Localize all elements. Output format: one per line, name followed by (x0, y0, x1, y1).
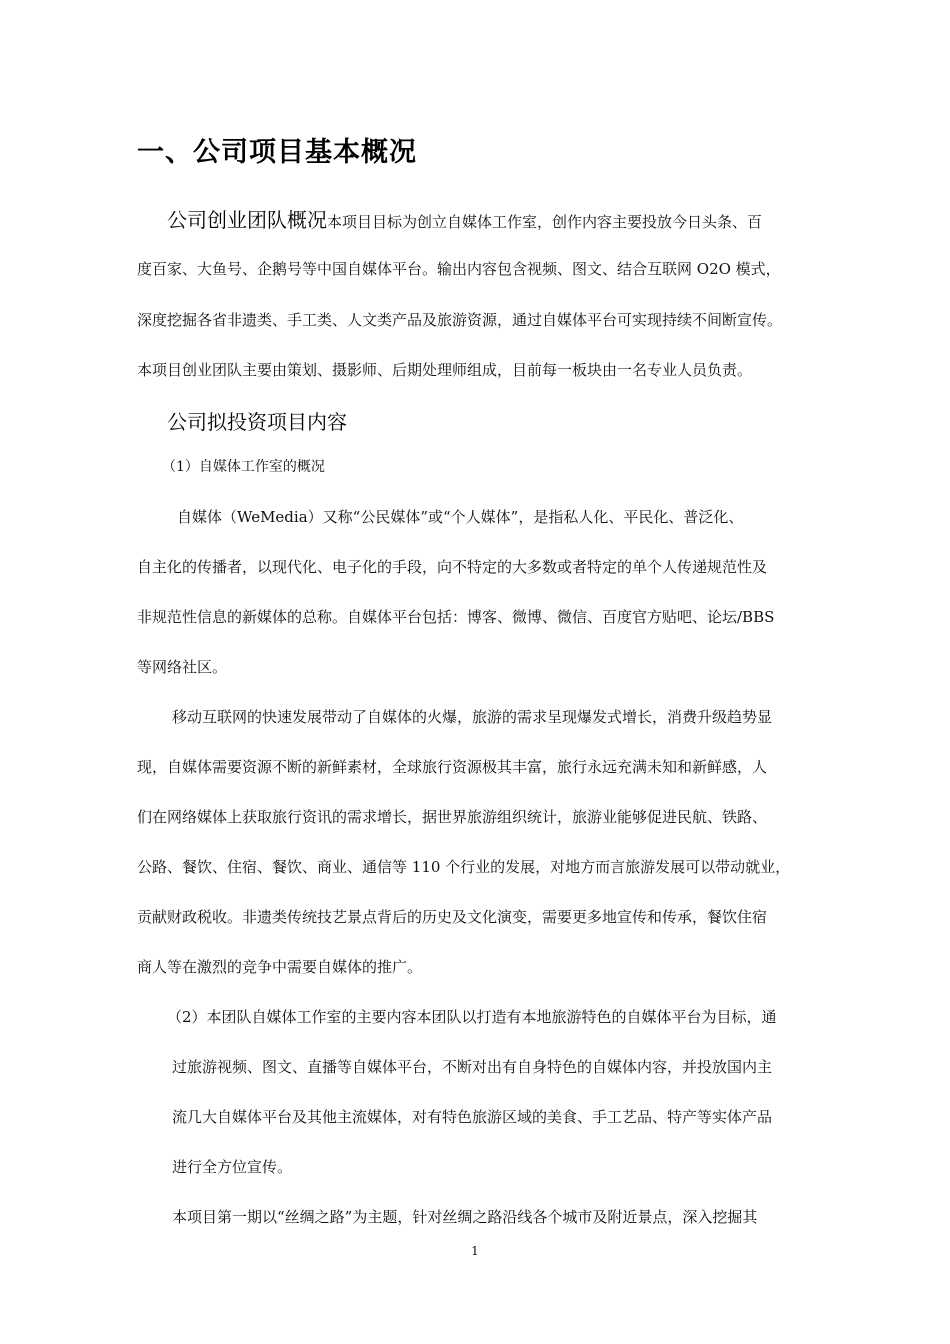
paragraph-line: 本项目第一期以“丝绸之路”为主题，针对丝绸之路沿线各个城市及附近景点，深入挖掘其 (172, 1208, 758, 1226)
section1-heading: 公司创业团队概况 (167, 208, 327, 232)
main-heading: 一、公司项目基本概况 (137, 137, 417, 168)
paragraph-line: 进行全方位宣传。 (172, 1158, 293, 1176)
paragraph-line: 商人等在激烈的竞争中需要自媒体的推广。 (137, 958, 423, 976)
paragraph-line: 现，自媒体需要资源不断的新鲜素材，全球旅行资源极其丰富，旅行永远充满未知和新鲜感，人 (137, 758, 768, 776)
section1-line: 本项目目标为创立自媒体工作室，创作内容主要投放今日头条、百 (327, 213, 763, 231)
paragraph-line: 非规范性信息的新媒体的总称。自媒体平台包括：博客、微博、微信、百度官方贴吧、论坛/BBS (137, 608, 775, 626)
section1-line: 度百家、大鱼号、企鹅号等中国自媒体平台。输出内容包含视频、图文、结合互联网 O2O 模式， (137, 260, 781, 278)
paragraph-line: 自主化的传播者，以现代化、电子化的手段，向不特定的大多数或者特定的单个人传递规范性及 (137, 558, 768, 576)
section1-line: 本项目创业团队主要由策划、摄影师、后期处理师组成，目前每一板块由一名专业人员负责。 (137, 361, 753, 379)
paragraph-line: 们在网络媒体上获取旅行资讯的需求增长，据世界旅游组织统计，旅游业能够促进民航、铁路、 (137, 808, 768, 826)
paragraph-line: 公路、餐饮、住宿、餐饮、商业、通信等 110 个行业的发展，对地方而言旅游发展可以带动就业， (137, 858, 791, 876)
paragraph-line: 等网络社区。 (137, 658, 228, 676)
paragraph-line: 贡献财政税收。非遗类传统技艺景点背后的历史及文化演变，需要更多地宣传和传承，餐饮住宿 (137, 908, 768, 926)
paragraph-line: 流几大自媒体平台及其他主流媒体，对有特色旅游区域的美食、手工艺品、特产等实体产品 (172, 1108, 773, 1126)
section1-line: 深度挖掘各省非遗类、手工类、人文类产品及旅游资源，通过自媒体平台可实现持续不间断宣传。 (137, 311, 783, 329)
section2-heading: 公司拟投资项目内容 (167, 410, 347, 434)
subsection-heading: （1）自媒体工作室的概况 (162, 459, 325, 475)
paragraph-line: 自媒体（WeMedia）又称“公民媒体”或“个人媒体”，是指私人化、平民化、普泛化、 (177, 508, 744, 526)
section1-first-line (167, 204, 762, 233)
paragraph-line: （2）本团队自媒体工作室的主要内容本团队以打造有本地旅游特色的自媒体平台为目标，通 (167, 1008, 777, 1026)
paragraph-line: 过旅游视频、图文、直播等自媒体平台，不断对出有自身特色的自媒体内容，并投放国内主 (172, 1058, 773, 1076)
page-number: 1 (471, 1244, 479, 1258)
paragraph-line: 移动互联网的快速发展带动了自媒体的火爆，旅游的需求呈现爆发式增长，消费升级趋势显 (172, 708, 773, 726)
